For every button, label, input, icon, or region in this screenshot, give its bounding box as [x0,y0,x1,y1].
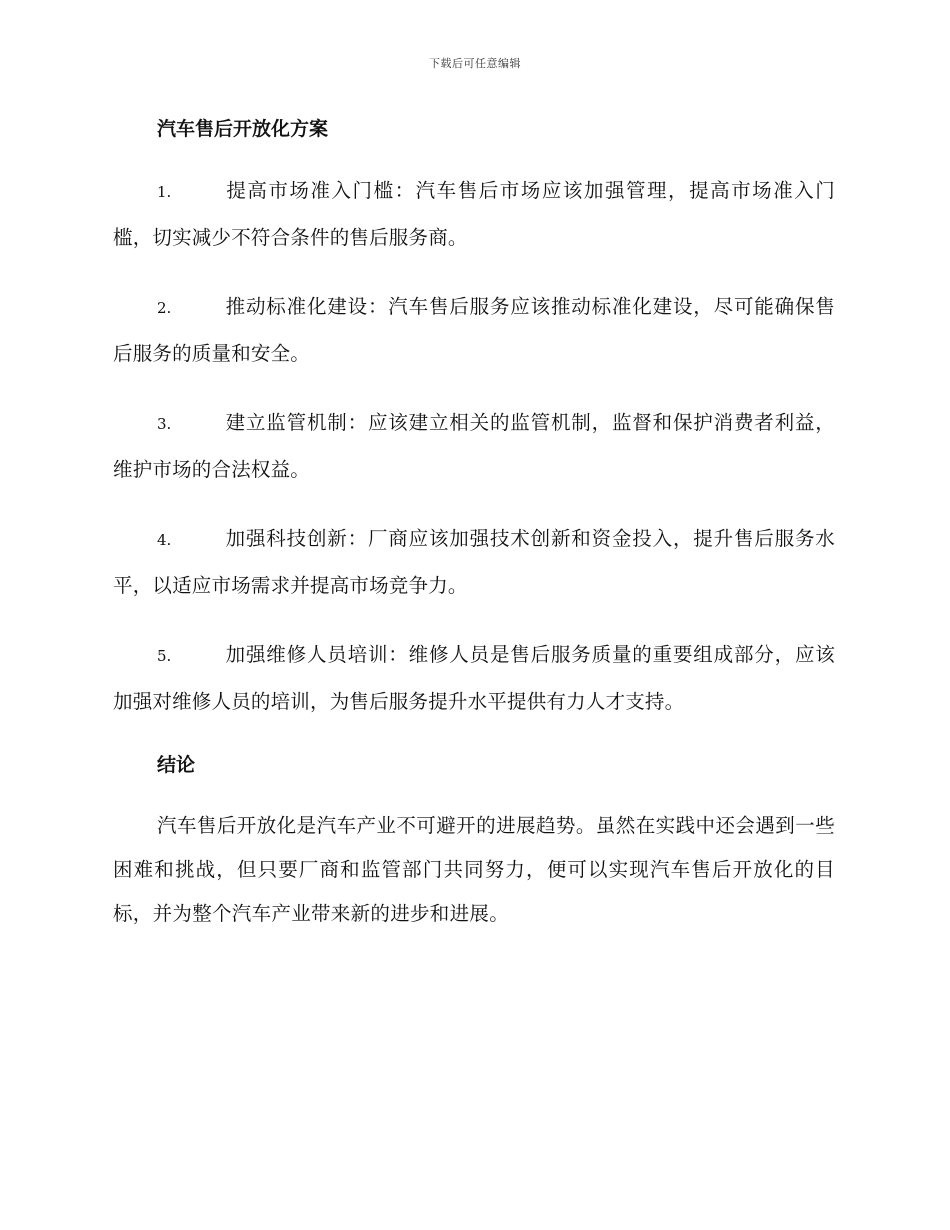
section-heading-plan: 汽车售后开放化方案 [157,118,329,140]
list-item [113,632,835,725]
list-item [113,168,835,261]
list-item-text: 提高市场准入门槛：汽车售后市场应该加强管理，提高市场准入门槛，切实减少不符合条件的售后服务商。 [113,179,835,249]
list-item-number: 5. [157,647,172,665]
list-item [113,284,835,377]
page-header: 下载后可任意编辑 [429,57,521,70]
list-item [113,516,835,609]
list-item-text: 加强维修人员培训：维修人员是售后服务质量的重要组成部分，应该加强对维修人员的培训，为售后服务提升水平提供有力人才支持。 [113,643,835,713]
document-body [113,112,835,936]
list-item [113,400,835,493]
section-heading-conclusion: 结论 [157,754,196,776]
list-item-number: 3. [157,415,172,433]
list-item-text: 建立监管机制：应该建立相关的监管机制，监督和保护消费者利益，维护市场的合法权益。 [113,411,835,481]
list-item-number: 2. [157,299,172,317]
conclusion-paragraph: 汽车售后开放化是汽车产业不可避开的进展趋势。虽然在实践中还会遇到一些困难和挑战，但只要厂商和监管部门共同努力，便可以实现汽车售后开放化的目标，并为整个汽车产业带来新的进步和进展。 [113,814,835,925]
list-item-number: 1. [157,183,172,201]
list-item-text: 加强科技创新：厂商应该加强技术创新和资金投入，提升售后服务水平，以适应市场需求并提高市场竞争力。 [113,527,835,597]
list-item-number: 4. [157,531,172,549]
list-item-text: 推动标准化建设：汽车售后服务应该推动标准化建设，尽可能确保售后服务的质量和安全。 [113,295,835,365]
